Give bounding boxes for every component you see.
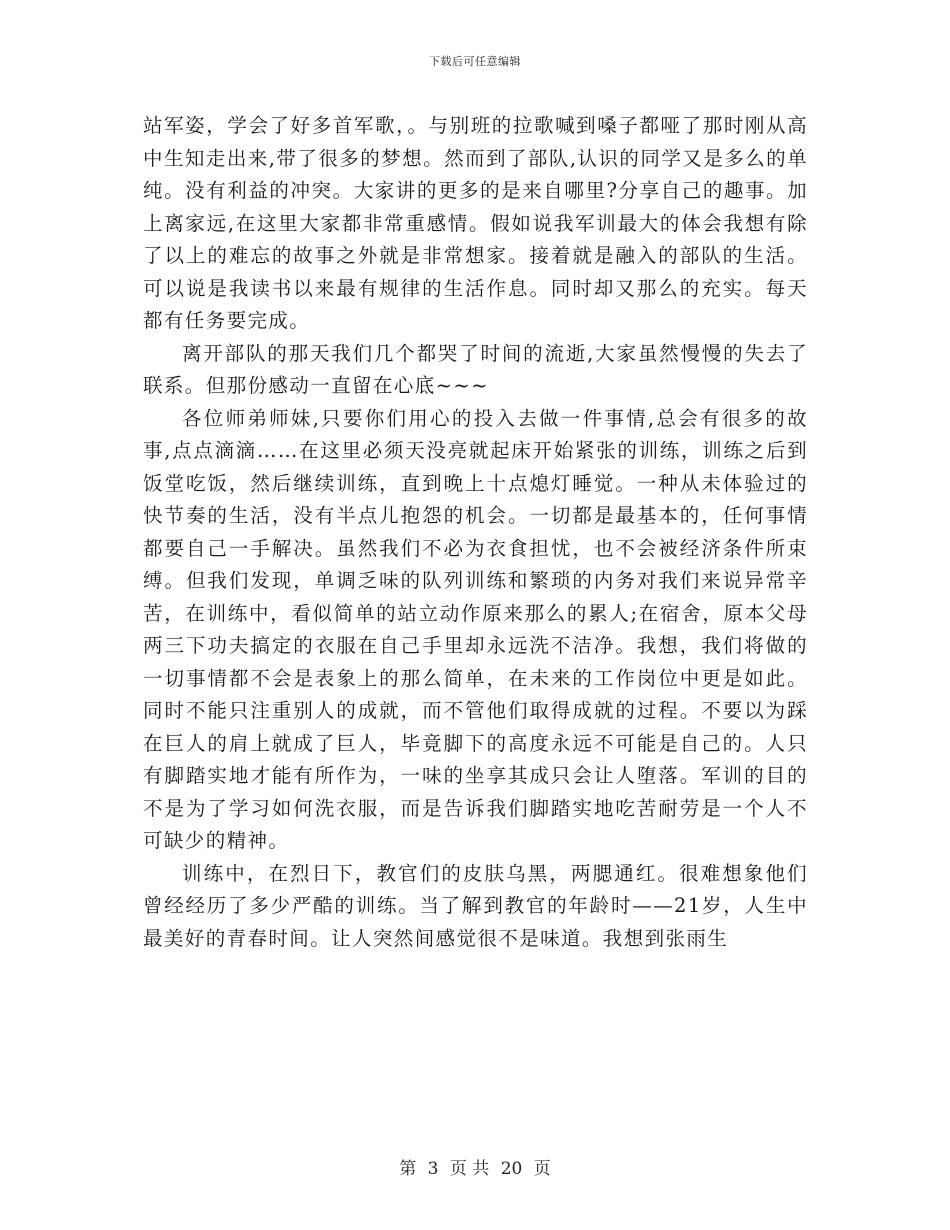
header-note: 下载后可任意编辑 <box>429 55 521 68</box>
footer-middle: 页 共 <box>449 1159 490 1179</box>
paragraph-3: 各位师弟师妹,只要你们用心的投入去做一件事情,总会有很多的故事,点点滴滴……在这里必须天没亮就起床开始紧张的训练，训练之后到饭堂吃饭，然后继续训练，直到晚上十点熄灯睡觉。一种从未体验过的快节奏的生活，没有半点儿抱怨的机会。一切都是最基本的，任何事情都要自己一手解决。虽然我们不必为衣食担忧，也不会被经济条件所束缚。但我们发现，单调乏味的队列训练和繁琐的内务对我们来说异常辛苦，在训练中，看似简单的站立动作原来那么的累人;在宿舍，原本父母两三下功夫搞定的衣服在自己手里却永远洗不洁净。我想，我们将做的一切事情都不会是表象上的那么简单，在未来的工作岗位中更是如此。同时不能只注重别人的成就，而不管他们取得成就的过程。不要以为踩在巨人的肩上就成了巨人，毕竟脚下的高度永远不可能是自己的。人只有脚踏实地才能有所作为，一味的坐享其成只会让人堕落。军训的目的不是为了学习如何洗衣服，而是告诉我们脚踏实地吃苦耐劳是一个人不可缺少的精神。 <box>143 406 808 852</box>
paragraph-2: 离开部队的那天我们几个都哭了时间的流逝,大家虽然慢慢的失去了联系。但那份感动一直留在心底~~~ <box>143 341 808 397</box>
current-page-number: 3 <box>427 1159 439 1179</box>
paragraph-1: 站军姿，学会了好多首军歌，。与别班的拉歌喊到嗓子都哑了那时刚从高中生知走出来,带了很多的梦想。然而到了部队,认识的同学又是多么的单纯。没有利益的冲突。大家讲的更多的是来自哪里?分享自己的趣事。加上离家远,在这里大家都非常重感情。假如说我军训最大的体会我想有除了以上的难忘的故事之外就是非常想家。接着就是融入的部队的生活。可以说是我读书以来最有规律的生活作息。同时却又那么的充实。每天都有任务要完成。 <box>143 114 808 332</box>
body-text <box>143 110 808 955</box>
page-footer <box>0 1154 950 1179</box>
page-header <box>0 53 950 69</box>
paragraph-4: 训练中，在烈日下，教官们的皮肤乌黑，两腮通红。很难想象他们曾经经历了多少严酷的训练。当了解到教官的年龄时——21岁，人生中最美好的青春时间。让人突然间感觉很不是味道。我想到张雨生 <box>143 861 808 950</box>
total-page-count: 20 <box>500 1159 523 1179</box>
footer-suffix: 页 <box>533 1159 551 1179</box>
footer-prefix: 第 <box>399 1159 417 1179</box>
